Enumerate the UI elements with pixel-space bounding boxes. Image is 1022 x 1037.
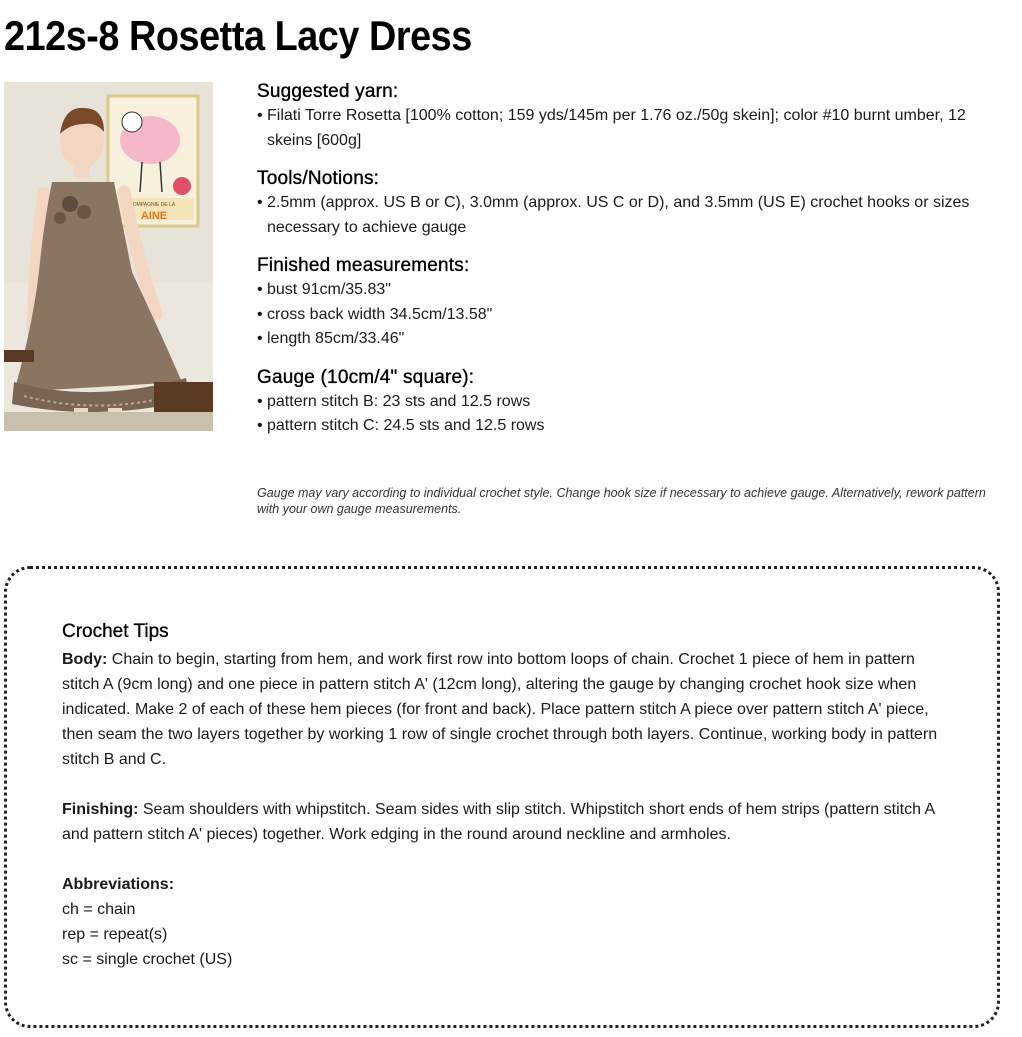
spec-heading: Finished measurements:	[257, 255, 470, 276]
abbreviation-item: rep = repeat(s)	[62, 926, 168, 943]
tips-finishing-paragraph	[62, 797, 952, 847]
spec-item: • length 85cm/33.46"	[257, 327, 997, 352]
abbreviations-list	[62, 897, 952, 972]
tips-finishing-label: Finishing:	[62, 801, 139, 818]
abbreviation-item: sc = single crochet (US)	[62, 951, 233, 968]
tips-body-paragraph	[62, 647, 952, 772]
spec-heading: Suggested yarn:	[257, 81, 399, 102]
dress-photo	[4, 82, 213, 431]
spec-item: • pattern stitch B: 23 sts and 12.5 rows	[257, 390, 997, 415]
spec-list	[257, 104, 997, 153]
spec-heading: Gauge (10cm/4" square):	[257, 366, 475, 388]
spec-heading: Tools/Notions:	[257, 168, 380, 189]
tips-finishing-text: Seam shoulders with whipstitch. Seam sides with slip stitch. Whipstitch short ends of hem strips (pattern stitch A and pattern stitch A' pieces) together. Work edging in the round around neckline and armholes.	[62, 801, 935, 843]
spec-item: • pattern stitch C: 24.5 sts and 12.5 rows	[257, 414, 997, 439]
page-title: 212s-8 Rosetta Lacy Dress	[4, 12, 472, 59]
tips-body-label: Body:	[62, 651, 108, 668]
spec-list	[257, 278, 997, 352]
crochet-tips	[62, 619, 952, 972]
spec-item: • cross back width 34.5cm/13.58"	[257, 303, 997, 328]
spec-item: • bust 91cm/35.83"	[257, 278, 997, 303]
spec-section-yarn	[257, 80, 997, 153]
spec-item: • Filati Torre Rosetta [100% cotton; 159 yds/145m per 1.76 oz./50g skein]; color #10 burnt umber, 12 skeins [600g]	[257, 104, 997, 153]
spec-section-measurements	[257, 254, 997, 352]
poster-small-text: OMPAGNIE DE LA	[132, 202, 176, 208]
spec-item: • 2.5mm (approx. US B or C), 3.0mm (approx. US C or D), and 3.5mm (US E) crochet hooks or sizes necessary to achieve gauge	[257, 191, 997, 240]
spec-list	[257, 390, 997, 439]
abbreviation-item: ch = chain	[62, 901, 136, 918]
spec-section-gauge	[257, 366, 997, 439]
tips-title: Crochet Tips	[62, 621, 169, 642]
poster-brand-text: AINE	[140, 210, 168, 222]
abbreviations-heading: Abbreviations:	[62, 876, 175, 893]
spec-section-tools	[257, 167, 997, 240]
tips-body-text: Chain to begin, starting from hem, and work first row into bottom loops of chain. Crochet 1 piece of hem in pattern stitch A (9cm long) and one piece in pattern stitch A' (12cm long), altering the gauge by changing crochet hook size when indicated. Make 2 of each of these hem pieces (for front and back). Place pattern stitch A piece over pattern stitch A' piece, then seam the two layers together by working 1 row of single crochet through both layers. Continue, working body in pattern stitch B and C.	[62, 651, 938, 768]
spec-list	[257, 191, 997, 240]
dress-photo-illustration	[4, 82, 213, 431]
gauge-note: Gauge may vary according to individual crochet style. Change hook size if necessary to achieve gauge. Alternatively, rework pattern with your own gauge measurements.	[257, 486, 986, 516]
pattern-specs	[257, 80, 997, 453]
